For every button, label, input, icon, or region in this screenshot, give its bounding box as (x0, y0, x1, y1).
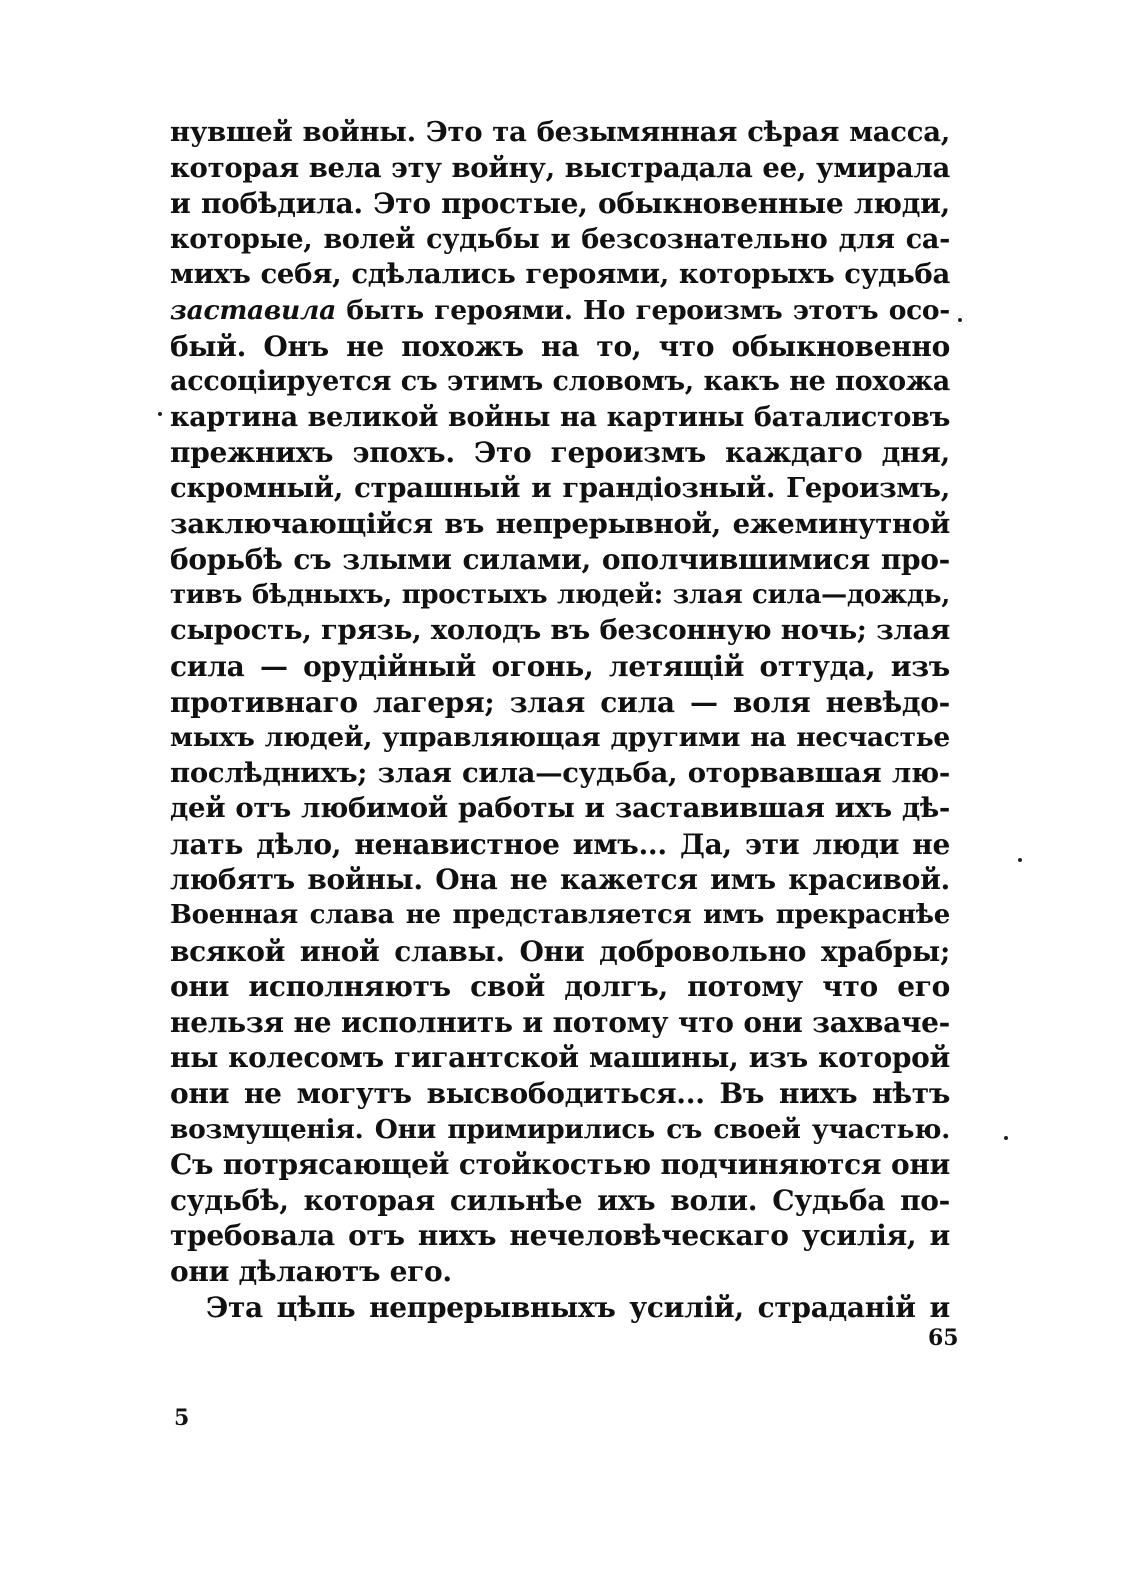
scan-speck (158, 412, 162, 416)
text-line-paragraph-start: Эта цѣпь непрерывныхъ усилій, страданій и (206, 1290, 950, 1324)
page-number: 65 (928, 1325, 959, 1351)
text-line: дей отъ любимой работы и заставившая ихъ дѣ- (170, 792, 950, 825)
text-line: сырость, грязь, холодъ въ безсонную ночь; злая (170, 614, 950, 647)
text-line: они исполняютъ свой долгъ, потому что его (170, 970, 950, 1004)
text-line: лать дѣло, ненавистное имъ... Да, эти люди не (170, 827, 950, 861)
text-line: которая вела эту войну, выстрадала ее, умирала (170, 151, 950, 184)
emphasized-word: заставила (170, 294, 336, 326)
text-line: они не могутъ высвободиться... Въ нихъ нѣтъ (170, 1077, 950, 1111)
scan-speck (1004, 1136, 1008, 1140)
text-line: нельзя не исполнить и потому что они захваче- (170, 1005, 950, 1039)
text-line: возмущенія. Они примирились съ своей участью. (170, 1113, 950, 1145)
text-line: требовала отъ нихъ нечеловѣческаго усилія, и (170, 1219, 950, 1253)
text-line: тивъ бѣдныхъ, простыхъ людей: злая сила—дождь, (170, 579, 950, 610)
text-line: прежнихъ эпохъ. Это героизмъ каждаго дня, (170, 436, 950, 470)
text-line: судьбѣ, которая сильнѣе ихъ воли. Судьба по- (170, 1183, 950, 1217)
text-line: скромный, страшный и грандіозный. Героизмъ, (170, 471, 950, 504)
text-line: и побѣдила. Это простые, обыкновенные люди, (170, 187, 950, 221)
scan-speck (1018, 858, 1022, 862)
text-line: послѣднихъ; злая сила—судьба, оторвавшая лю- (170, 756, 950, 789)
signature-mark: 5 (174, 1405, 190, 1431)
text-line-paragraph-end: они дѣлаютъ его. (170, 1255, 452, 1288)
text-line: которые, волей судьбы и безсознательно для са- (170, 223, 950, 255)
text-line: михъ себя, сдѣлались героями, которыхъ судьба (170, 258, 950, 291)
text-line: картина великой войны на картины баталистовъ (170, 401, 950, 433)
text-line: Военная слава не представляется имъ прекраснѣе (170, 900, 950, 931)
text-line: ассоціируется съ этимъ словомъ, какъ не похожа (170, 366, 950, 398)
text-line: сила — орудійный огонь, летящій оттуда, изъ (170, 649, 950, 683)
text-line: всякой иной славы. Они добровольно храбры; (170, 934, 950, 968)
body-text (170, 115, 950, 1325)
text-line: ны колесомъ гигантской машины, изъ которой (170, 1041, 950, 1075)
text-line: борьбѣ съ злыми силами, ополчившимися про- (170, 543, 950, 577)
text-line-rest: быть героями. Но героизмъ этотъ осо- (335, 294, 950, 326)
text-line: противнаго лагеря; злая сила — воля невѣдо- (170, 685, 950, 719)
text-line-emphasis (170, 293, 950, 329)
text-line: любятъ войны. Она не кажется имъ красивой. (170, 863, 950, 897)
text-line: бый. Онъ не похожъ на то, что обыкновенно (170, 329, 950, 363)
text-line: мыхъ людей, управляющая другими на несчастье (170, 722, 950, 754)
scan-speck (958, 318, 962, 322)
text-line: Съ потрясающей стойкостью подчиняются они (170, 1148, 950, 1182)
text-line: заключающійся въ непрерывной, ежеминутной (170, 507, 950, 540)
text-line: нувшей войны. Это та безымянная сѣрая масса, (170, 116, 950, 148)
